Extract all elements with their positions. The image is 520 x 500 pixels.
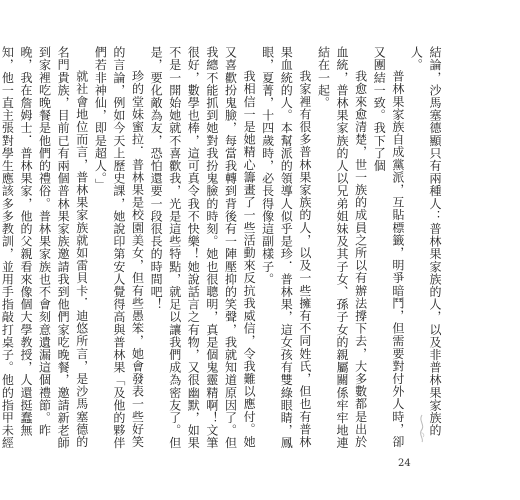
paragraph: 普林果家族自成黨派，互貼標籤，明爭暗鬥，但需要對付外人時，卻又團結一致。我下了個: [372, 46, 405, 448]
paragraph: 就社會地位而言，普林果家族就如雷貝卡．迪悠所言，是沙馬塞德的名門貴族，目前已有兩個普林果家族邀請我到他們家吃晚餐，邀請新老師到家裡吃晚餐是他們的禮俗。普林果家族也不會刻意遺漏這個禮節。昨晚，我在詹姆士．普林果家，他的父親看來像個大學教授，人還挺蠢無知，他一直主張對學生應該多多教訓，並用手指敲打桌子。他的指甲未經: [0, 46, 89, 450]
paragraph: 珍的堂妹蜜拉．普林果是校園美女，但有些愚笨，她會發表一些好笑的言論，例如今天上歷史課，她說印第安人覺得高與普林果「及他的夥伴們若非神仙，即是超人。」: [93, 46, 145, 450]
margin-ornament-icon: [416, 413, 428, 443]
paragraph: 結論，沙馬塞德顯只有兩種人：普林果家族的人，以及非普林果家族的人。: [409, 46, 442, 437]
paragraph: 我家裡有很多普林果家族的人，以及一些擁有不同姓氏，但也有普林果血統的人。本幫派的領導人似乎是珍．普林果，這女孩有雙綠眼睛，鳳眼，夏菁，十四歲時，必長得像這副樣子。: [260, 46, 312, 450]
paragraph: 我愈來愈清楚，世一族的成員之所以有辦法撐下去，大多數都是出於血統，普林果家族的人以兄弟姐妹及其子女、孫子女的親屬關係牢牢地連結在一起。: [316, 46, 368, 450]
vertical-text-body: [0, 46, 444, 454]
page-number: 24: [398, 458, 411, 469]
paragraph: 我相信一是她精心籌畫了一些活動來反抗我威信，令我難以應付。她又喜歡扮鬼臉，每當我轉到背後有一陣壓抑的笑聲，我就知道原因了。但我總不能抓到她對我扮鬼臉的時刻。她也很聰明，真是個鬼靈精啊！文筆很好，數學也棒，這可真令我不快樂！她說話言之有物，又很幽默，如果不是一開始她就不喜歡我，光是這些特點，就足以讓我們成為密友了。但是，要化敵為友，恐怕還要一段很長的時間吧！: [149, 46, 257, 450]
